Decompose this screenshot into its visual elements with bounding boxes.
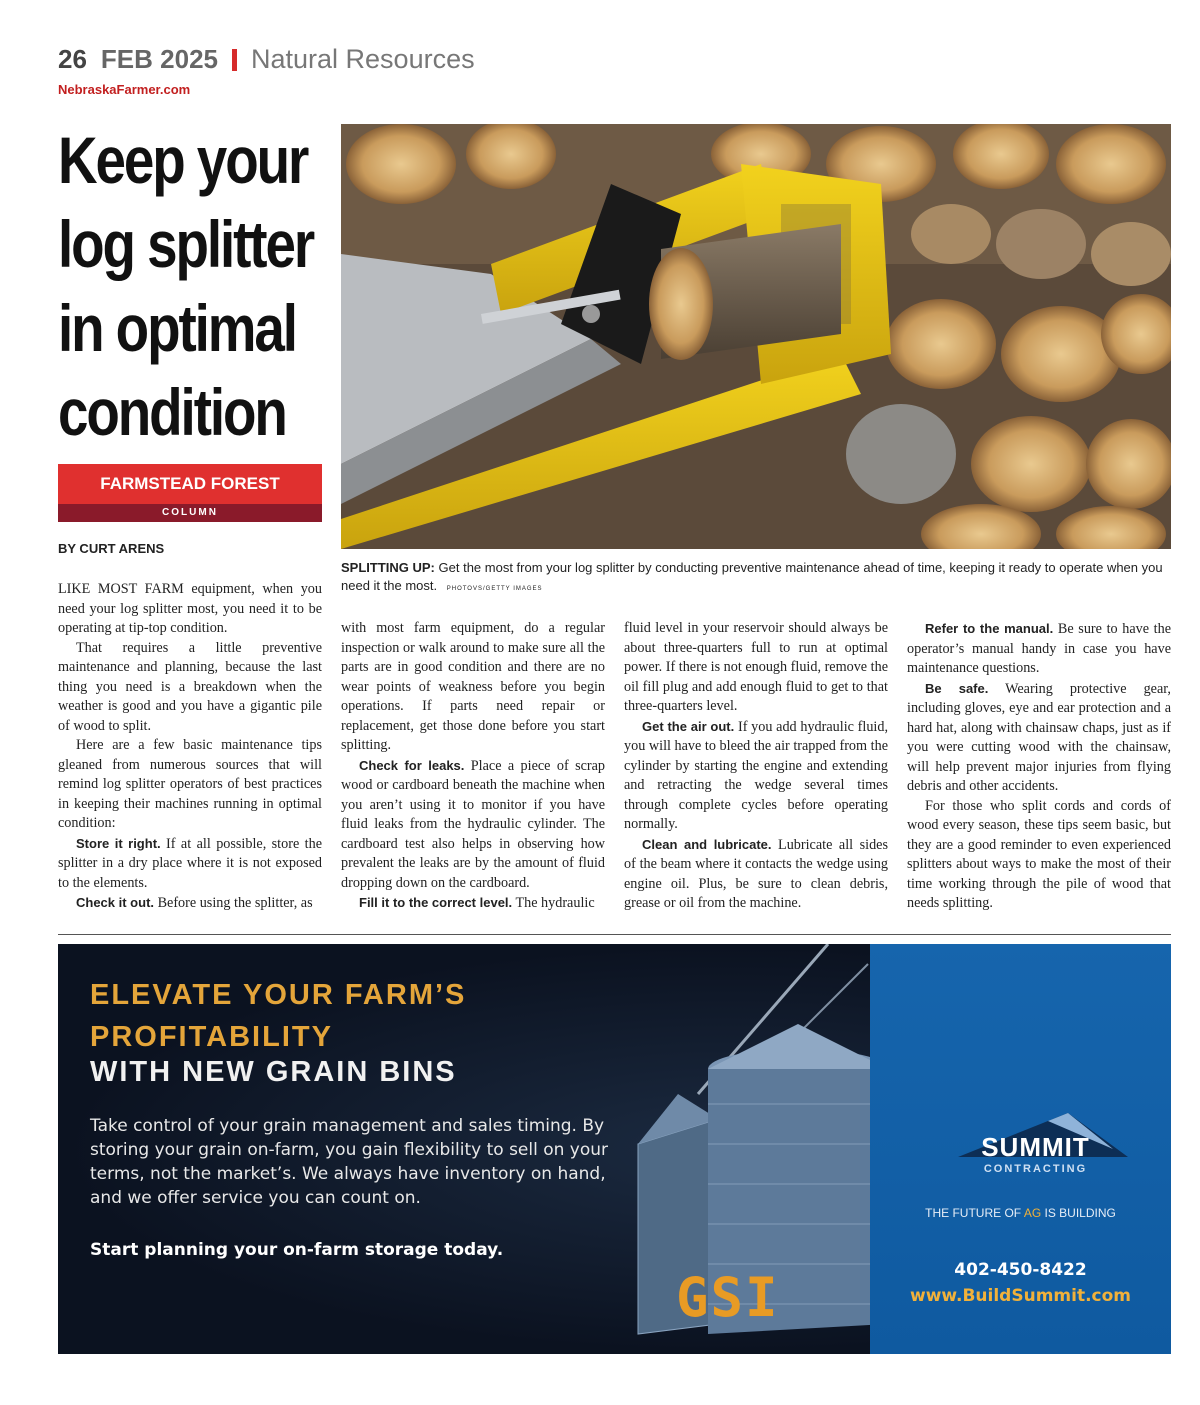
article-column-3	[624, 619, 888, 914]
paragraph-text: Before using the splitter, as	[154, 895, 313, 911]
company-tagline	[870, 1206, 1171, 1220]
paragraph	[58, 834, 322, 894]
paragraph-text: The hydraulic	[512, 895, 595, 911]
paragraph-text: If you add hydraulic fluid, you will have to bleed the air trapped from the cylinder by starting the engine and extending and retracting the wedge several times through complete cycles before operating normally.	[624, 718, 889, 832]
paragraph-text: Be sure to have the operator’s manual handy in case you have maintenance questions.	[907, 621, 1171, 676]
column-name: FARMSTEAD FOREST	[58, 464, 322, 504]
paragraph	[907, 679, 1171, 797]
tip-heading: Check for leaks.	[359, 757, 465, 773]
article-column-4	[907, 619, 1171, 914]
section-name: Natural Resources	[251, 44, 475, 74]
paragraph	[624, 717, 888, 835]
article-photo	[341, 124, 1171, 549]
page-header	[58, 44, 475, 75]
caption-label: SPLITTING UP:	[341, 560, 435, 575]
lead-in: LIKE MOST FARM	[58, 581, 184, 597]
paragraph-text: If at all possible, store the splitter in a dry place where it is not exposed to the elements.	[58, 835, 322, 891]
byline: BY CURT ARENS	[58, 541, 165, 556]
paragraph	[58, 580, 322, 639]
photo-credit: PHOTOVS/GETTY IMAGES	[446, 586, 543, 592]
tagline-text: THE FUTURE OF	[925, 1206, 1024, 1220]
ad-website-link[interactable]: www.BuildSummit.com	[909, 1286, 1132, 1306]
section-divider	[58, 934, 1171, 935]
paragraph-text: Wearing protective gear, including gloves, eye and ear protection and a hard hat, along with chainsaw chaps, just as if you were cutting wood with the chainsaw, will help prevent major injuries from flying debris and other accidents.	[907, 680, 1171, 794]
column-tag	[58, 464, 322, 522]
tip-heading: Store it right.	[76, 835, 161, 851]
ad-headline-line: ELEVATE YOUR FARM’S	[90, 979, 467, 1011]
log-splitter-illustration	[341, 124, 1171, 549]
ad-call-to-action: Start planning your on-farm storage today.	[90, 1240, 504, 1260]
paragraph: Here are a few basic maintenance tips gleaned from numerous sources that will remind log splitter operators of best practices in keeping their machines running in optimal condition:	[58, 737, 322, 831]
issue-date: FEB 2025	[100, 44, 218, 74]
paragraph: That requires a little preventive maintenance and planning, because the last thing you need is a breakdown when the weather is good and you have a gigantic pile of wood to split.	[58, 639, 322, 734]
caption-text: Get the most from your log splitter by conducting preventive maintenance ahead of time, keeping it ready to operate when you need it the most.	[341, 560, 1163, 593]
column-label: COLUMN	[58, 504, 322, 522]
tip-heading: Check it out.	[76, 895, 155, 910]
tip-heading: Clean and lubricate.	[642, 836, 772, 852]
summit-logo	[938, 1109, 1133, 1175]
ad-headline	[90, 974, 466, 1058]
paragraph	[907, 619, 1171, 679]
paragraph-text: Lubricate all sides of the beam where it contacts the wedge using engine oil. Plus, be sure to clean debris, grease or oil from the machine.	[624, 836, 888, 911]
tagline-text: IS BUILDING	[1041, 1206, 1116, 1220]
ad-phone[interactable]: 402-450-8422	[954, 1260, 1087, 1280]
tip-heading: Get the air out.	[642, 718, 735, 734]
gsi-logo: GSI	[676, 1266, 780, 1329]
ad-subheadline: WITH NEW GRAIN BINS	[90, 1056, 457, 1088]
paragraph	[341, 756, 605, 894]
paragraph	[341, 893, 605, 914]
paragraph	[58, 893, 322, 914]
tip-heading: Fill it to the correct level.	[359, 895, 513, 910]
article-headline: Keep your log splitter in optimal condition	[58, 123, 314, 449]
tagline-highlight: AG	[1023, 1206, 1042, 1220]
page-number: 26	[58, 44, 87, 74]
site-name[interactable]: NebraskaFarmer.com	[58, 82, 191, 97]
paragraph-text: equipment, when you need your log splitter most, you need it to be operating at tip-top condition.	[58, 581, 322, 636]
paragraph	[624, 835, 888, 914]
company-subtitle: CONTRACTING	[983, 1163, 1088, 1175]
company-name: SUMMIT	[981, 1132, 1090, 1162]
ad-headline-line: PROFITABILITY	[90, 1021, 333, 1053]
tip-heading: Refer to the manual.	[925, 621, 1054, 636]
tip-heading: Be safe.	[925, 680, 989, 696]
article-column-2	[341, 619, 605, 914]
ad-body-text: Take control of your grain management and sales timing. By storing your grain on-farm, you gain flexibility to sell on your terms, not the market’s. We always have inventory on hand, and we offer service you can count on.	[90, 1116, 609, 1208]
article-column-1	[58, 580, 322, 914]
header-divider	[232, 49, 237, 71]
paragraph-text: Place a piece of scrap wood or cardboard beneath the machine when you aren’t using it to monitor if you have fluid leaks from the hydraulic cylinder. The cardboard test also helps in observing how prevalent the leaks are by the amount of fluid dropping down on the cardboard.	[341, 757, 605, 891]
paragraph: For those who split cords and cords of wood every season, these tips seem basic, but they are a good reminder to even experienced splitters about ways to make the most of their time working through the pile of wood that needs splitting.	[907, 797, 1171, 911]
paragraph: with most farm equipment, do a regular inspection or walk around to make sure all the parts are in good condition and there are no wear points of weakness before you begin operations. If parts need repair or replacement, get those done before you start splitting.	[341, 620, 605, 753]
advertisement[interactable]	[58, 944, 1171, 1354]
paragraph: fluid level in your reservoir should always be about three-quarters full to run at optimal power. If there is not enough fluid, remove the oil fill plug and add enough fluid to get to that three-quarters level.	[624, 620, 888, 714]
photo-caption	[341, 559, 1171, 598]
